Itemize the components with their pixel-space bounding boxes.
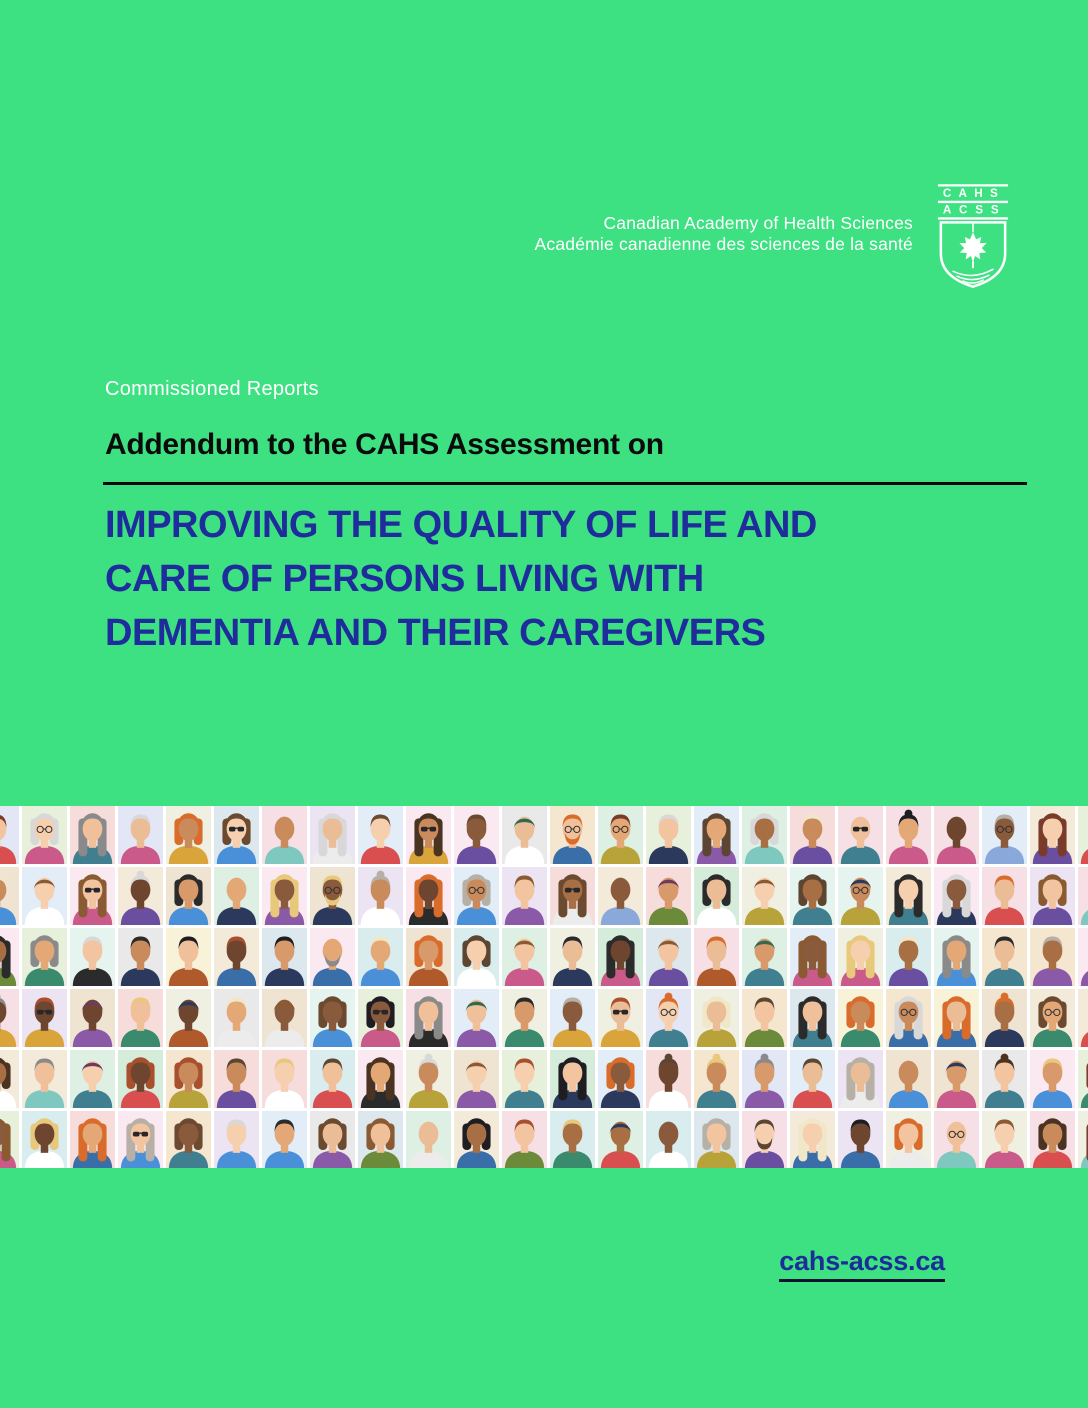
avatar-tile: [214, 1050, 259, 1108]
avatar-tile: [598, 806, 643, 864]
avatar-tile: [502, 867, 547, 925]
avatar-tile: [694, 867, 739, 925]
avatar-tile: [1030, 806, 1075, 864]
avatar-tile: [838, 928, 883, 986]
avatar-tile: [406, 806, 451, 864]
avatar-tile: [790, 1111, 835, 1168]
avatar-tile: [790, 928, 835, 986]
avatar-tile: [982, 806, 1027, 864]
avatar-tile: [0, 1050, 19, 1108]
avatar-tile: [694, 1050, 739, 1108]
avatar-tile: [166, 1111, 211, 1168]
cahs-logo: [936, 182, 1010, 290]
avatar-tile: [0, 867, 19, 925]
avatar-tile: [1030, 1050, 1075, 1108]
avatar-tile: [934, 867, 979, 925]
avatar-tile: [118, 1111, 163, 1168]
avatar-tile: [70, 1111, 115, 1168]
avatar-tile: [934, 806, 979, 864]
avatar-tile: [934, 1050, 979, 1108]
avatar-tile: [406, 1050, 451, 1108]
avatar-tile: [598, 1111, 643, 1168]
avatar-tile: [886, 1111, 931, 1168]
avatar-tile: [310, 1050, 355, 1108]
avatar-tile: [1030, 867, 1075, 925]
avatar-tile: [70, 867, 115, 925]
avatar-tile: [1078, 867, 1088, 925]
avatar-tile: [886, 867, 931, 925]
avatar-tile: [598, 989, 643, 1047]
avatar-tile: [1078, 806, 1088, 864]
avatar-tile: [646, 989, 691, 1047]
avatar-tile: [502, 989, 547, 1047]
avatar-tile: [982, 928, 1027, 986]
avatar-tile: [550, 989, 595, 1047]
avatar-tile: [1030, 928, 1075, 986]
avatar-mosaic-grid: [0, 806, 1088, 1168]
avatar-tile: [694, 928, 739, 986]
avatar-tile: [742, 1050, 787, 1108]
avatar-tile: [406, 1111, 451, 1168]
avatar-tile: [118, 1050, 163, 1108]
avatar-tile: [358, 989, 403, 1047]
shield-icon: [941, 222, 1005, 286]
avatar-tile: [454, 989, 499, 1047]
avatar-tile: [406, 867, 451, 925]
avatar-tile: [0, 806, 19, 864]
avatar-tile: [262, 1111, 307, 1168]
org-name-block: [535, 213, 914, 255]
avatar-tile: [838, 1050, 883, 1108]
avatar-tile: [982, 867, 1027, 925]
avatar-tile: [166, 989, 211, 1047]
avatar-tile: [262, 989, 307, 1047]
avatar-tile: [166, 928, 211, 986]
avatar-tile: [1030, 989, 1075, 1047]
avatar-tile: [310, 928, 355, 986]
avatar-tile: [1030, 1111, 1075, 1168]
avatar-tile: [934, 989, 979, 1047]
avatar-tile: [214, 867, 259, 925]
avatar-tile: [598, 867, 643, 925]
avatar-tile: [886, 989, 931, 1047]
avatar-tile: [358, 1111, 403, 1168]
avatar-tile: [694, 806, 739, 864]
avatar-tile: [502, 806, 547, 864]
avatar-tile: [22, 806, 67, 864]
avatar-tile: [1078, 989, 1088, 1047]
avatar-tile: [22, 989, 67, 1047]
avatar-tile: [646, 806, 691, 864]
report-title-line2: CARE OF PERSONS LIVING WITH: [105, 558, 704, 600]
avatar-mosaic: [0, 806, 1088, 1168]
series-label: Commissioned Reports: [105, 378, 319, 400]
avatar-tile: [550, 1111, 595, 1168]
avatar-tile: [454, 867, 499, 925]
avatar-tile: [166, 867, 211, 925]
avatar-tile: [0, 989, 19, 1047]
avatar-tile: [550, 867, 595, 925]
avatar-tile: [0, 1111, 19, 1168]
avatar-tile: [886, 806, 931, 864]
avatar-tile: [742, 989, 787, 1047]
logo-line1: CAHS: [942, 187, 1006, 201]
org-name-en: Canadian Academy of Health Sciences: [603, 213, 913, 233]
avatar-tile: [118, 989, 163, 1047]
avatar-tile: [22, 1111, 67, 1168]
avatar-tile: [454, 806, 499, 864]
avatar-tile: [70, 928, 115, 986]
avatar-tile: [310, 806, 355, 864]
website-link[interactable]: cahs-acss.ca: [779, 1246, 945, 1282]
avatar-tile: [310, 1111, 355, 1168]
avatar-tile: [502, 1111, 547, 1168]
report-title-line3: DEMENTIA AND THEIR CAREGIVERS: [105, 612, 766, 654]
avatar-tile: [358, 867, 403, 925]
avatar-tile: [406, 989, 451, 1047]
avatar-tile: [454, 1111, 499, 1168]
avatar-tile: [982, 1111, 1027, 1168]
avatar-tile: [790, 989, 835, 1047]
avatar-tile: [262, 806, 307, 864]
title-divider: [103, 482, 1027, 485]
avatar-tile: [838, 989, 883, 1047]
avatar-tile: [694, 989, 739, 1047]
avatar-tile: [742, 867, 787, 925]
avatar-tile: [694, 1111, 739, 1168]
avatar-tile: [646, 1111, 691, 1168]
avatar-tile: [214, 806, 259, 864]
avatar-tile: [214, 989, 259, 1047]
org-name-fr: Académie canadienne des sciences de la santé: [534, 234, 913, 254]
avatar-tile: [262, 1050, 307, 1108]
avatar-tile: [358, 1050, 403, 1108]
avatar-tile: [22, 1050, 67, 1108]
avatar-tile: [310, 867, 355, 925]
avatar-tile: [598, 928, 643, 986]
avatar-tile: [1078, 1050, 1088, 1108]
avatar-tile: [838, 1111, 883, 1168]
avatar-tile: [454, 928, 499, 986]
avatar-tile: [454, 1050, 499, 1108]
avatar-tile: [262, 867, 307, 925]
report-title: [105, 498, 1025, 660]
avatar-tile: [550, 928, 595, 986]
avatar-tile: [310, 989, 355, 1047]
report-title-line1: IMPROVING THE QUALITY OF LIFE AND: [105, 504, 817, 546]
avatar-tile: [886, 1050, 931, 1108]
avatar-tile: [502, 928, 547, 986]
avatar-tile: [70, 989, 115, 1047]
avatar-tile: [22, 867, 67, 925]
avatar-tile: [1078, 1111, 1088, 1168]
avatar-tile: [70, 1050, 115, 1108]
avatar-tile: [118, 928, 163, 986]
avatar-tile: [550, 806, 595, 864]
avatar-tile: [598, 1050, 643, 1108]
avatar-tile: [262, 928, 307, 986]
avatar-tile: [118, 806, 163, 864]
avatar-tile: [550, 1050, 595, 1108]
avatar-tile: [838, 806, 883, 864]
avatar-tile: [646, 928, 691, 986]
avatar-tile: [982, 1050, 1027, 1108]
avatar-tile: [790, 806, 835, 864]
avatar-tile: [982, 989, 1027, 1047]
avatar-tile: [1078, 928, 1088, 986]
avatar-tile: [838, 867, 883, 925]
avatar-tile: [358, 806, 403, 864]
avatar-tile: [166, 1050, 211, 1108]
avatar-tile: [646, 1050, 691, 1108]
avatar-tile: [934, 1111, 979, 1168]
avatar-tile: [742, 806, 787, 864]
avatar-tile: [646, 867, 691, 925]
avatar-tile: [214, 1111, 259, 1168]
avatar-tile: [214, 928, 259, 986]
avatar-tile: [886, 928, 931, 986]
avatar-tile: [358, 928, 403, 986]
logo-line2: ACSS: [942, 203, 1007, 217]
avatar-tile: [70, 806, 115, 864]
avatar-tile: [790, 1050, 835, 1108]
avatar-tile: [742, 928, 787, 986]
avatar-tile: [118, 867, 163, 925]
maple-leaf-icon: [959, 232, 986, 268]
avatar-tile: [166, 806, 211, 864]
avatar-tile: [742, 1111, 787, 1168]
avatar-tile: [934, 928, 979, 986]
avatar-tile: [502, 1050, 547, 1108]
avatar-tile: [22, 928, 67, 986]
avatar-tile: [790, 867, 835, 925]
pretitle: Addendum to the CAHS Assessment on: [105, 428, 664, 461]
avatar-tile: [0, 928, 19, 986]
avatar-tile: [406, 928, 451, 986]
